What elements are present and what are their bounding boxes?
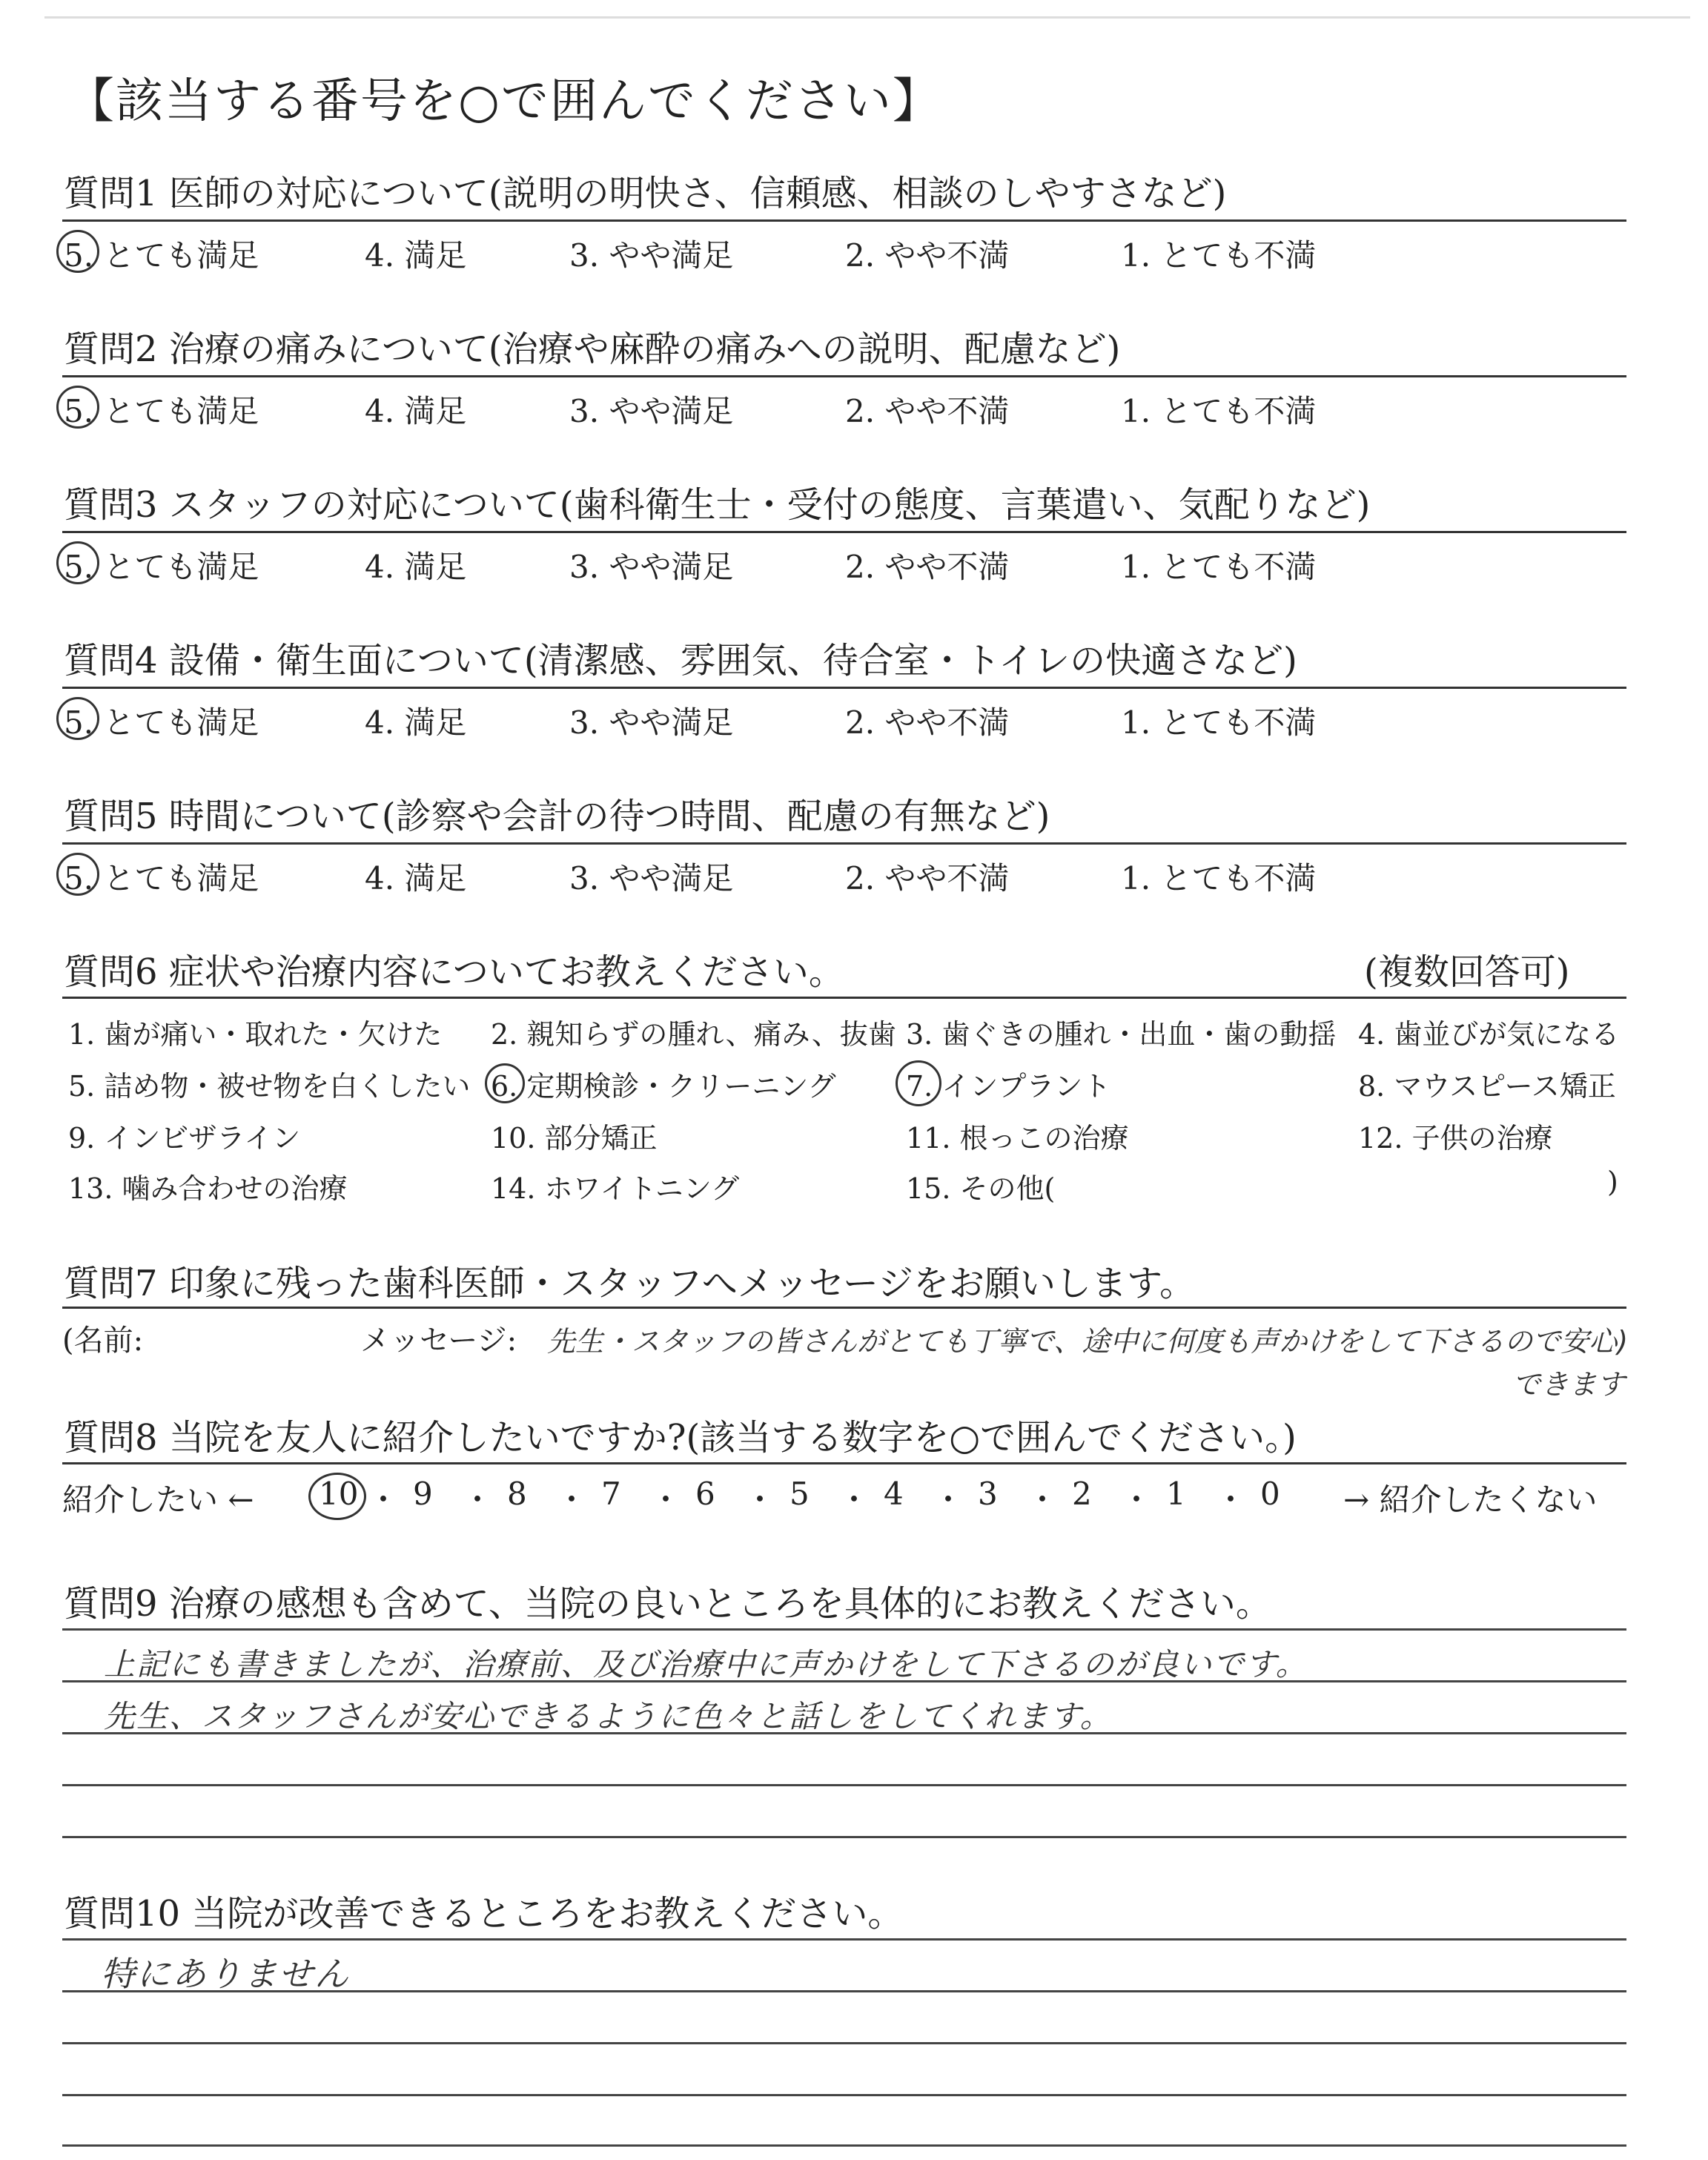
q6-item-6[interactable]: 6. 定期検診・クリーニング	[491, 1070, 836, 1103]
q2-option-5[interactable]: 5. とても満足	[64, 393, 259, 429]
q6-item-15[interactable]: 15. その他(	[906, 1172, 1056, 1205]
q1-option-2[interactable]: 2. やや不満	[845, 237, 1010, 274]
question-7-rule	[62, 1307, 1626, 1309]
q8-scale-value-3[interactable]: 3	[978, 1476, 998, 1512]
q2-option-2[interactable]: 2. やや不満	[845, 393, 1010, 429]
q8-scale-value-8[interactable]: 8	[507, 1476, 527, 1512]
q8-scale-value-2[interactable]: 2	[1072, 1476, 1092, 1512]
q10-line-4	[62, 2094, 1626, 2096]
q8-scale-value-7[interactable]: 7	[601, 1476, 621, 1512]
q10-line-2	[62, 1990, 1626, 1992]
q8-scale-value-10[interactable]: 10	[319, 1476, 359, 1512]
question-10-title: 質問10 当院が改善できるところをお教えください。	[64, 1893, 904, 1935]
question-6-note: (複数回答可)	[1364, 951, 1570, 993]
q3-option-1[interactable]: 1. とても不満	[1121, 549, 1317, 585]
instruction-header: 【該当する番号を○で囲んでください】	[67, 74, 941, 129]
q6-item-15-close-paren: )	[1607, 1166, 1618, 1198]
q6-item-9[interactable]: 9. インビザライン	[68, 1122, 301, 1155]
q3-option-2[interactable]: 2. やや不満	[845, 549, 1010, 585]
top-border	[44, 16, 1690, 19]
q6-item-8[interactable]: 8. マウスピース矯正	[1358, 1070, 1616, 1103]
q8-scale-value-4[interactable]: 4	[884, 1476, 904, 1512]
q7-name-label: (名前:	[62, 1324, 144, 1358]
q1-option-5[interactable]: 5. とても満足	[64, 237, 259, 274]
q5-answer-circle	[56, 853, 99, 896]
question-4-title: 質問4 設備・衛生面について(清潔感、雰囲気、待合室・トイレの快適さなど)	[64, 640, 1297, 681]
q6-item-3[interactable]: 3. 歯ぐきの腫れ・出血・歯の動揺	[906, 1018, 1337, 1051]
question-3-rule	[62, 531, 1626, 533]
question-9-title: 質問9 治療の感想も含めて、当院の良いところを具体的にお教えください。	[64, 1583, 1271, 1625]
q8-scale-value-6[interactable]: 6	[695, 1476, 715, 1512]
question-6-title: 質問6 症状や治療内容についてお教えください。	[64, 951, 844, 993]
q6-item-10[interactable]: 10. 部分矯正	[491, 1122, 658, 1155]
q8-scale-separator: ・	[838, 1482, 870, 1518]
q6-item-2[interactable]: 2. 親知らずの腫れ、痛み、抜歯	[491, 1018, 896, 1051]
q2-option-4[interactable]: 4. 満足	[365, 393, 467, 429]
q3-option-5[interactable]: 5. とても満足	[64, 549, 259, 585]
q1-option-3[interactable]: 3. やや満足	[569, 237, 734, 274]
q4-option-4[interactable]: 4. 満足	[365, 704, 467, 741]
q6-item-13[interactable]: 13. 噛み合わせの治療	[68, 1172, 348, 1205]
q8-scale-value-5[interactable]: 5	[790, 1476, 810, 1512]
q5-option-1[interactable]: 1. とても不満	[1121, 860, 1317, 896]
question-8-rule	[62, 1462, 1626, 1464]
question-2-title: 質問2 治療の痛みについて(治療や麻酔の痛みへの説明、配慮など)	[64, 328, 1121, 370]
q8-scale-value-9[interactable]: 9	[413, 1476, 433, 1512]
question-5-title: 質問5 時間について(診察や会計の待つ時間、配慮の有無など)	[64, 796, 1050, 837]
q2-answer-circle	[56, 386, 99, 429]
q8-right-label: → 紹介したくない	[1343, 1482, 1598, 1518]
q6-item-14[interactable]: 14. ホワイトニング	[491, 1172, 740, 1205]
q4-option-1[interactable]: 1. とても不満	[1121, 704, 1317, 741]
question-5-rule	[62, 842, 1626, 845]
q5-option-2[interactable]: 2. やや不満	[845, 860, 1010, 896]
q10-line-1	[62, 1938, 1626, 1941]
q8-selected-circle	[308, 1473, 366, 1520]
q8-scale-separator: ・	[650, 1482, 682, 1518]
q6-item-1[interactable]: 1. 歯が痛い・取れた・欠けた	[68, 1018, 443, 1051]
q2-option-1[interactable]: 1. とても不満	[1121, 393, 1317, 429]
q3-option-4[interactable]: 4. 満足	[365, 549, 467, 585]
question-7-title: 質問7 印象に残った歯科医師・スタッフへメッセージをお願いします。	[64, 1263, 1196, 1304]
q8-scale-separator: ・	[1027, 1482, 1059, 1518]
q9-line-3	[62, 1732, 1626, 1734]
q6-item-6-circle	[485, 1063, 525, 1103]
q8-scale-separator: ・	[462, 1482, 494, 1518]
q7-message-label: メッセージ:	[360, 1324, 517, 1358]
q8-left-label: 紹介したい ←	[62, 1482, 254, 1518]
q1-option-1[interactable]: 1. とても不満	[1121, 237, 1317, 274]
q4-option-5[interactable]: 5. とても満足	[64, 704, 259, 741]
question-6-rule	[62, 997, 1626, 999]
q4-option-2[interactable]: 2. やや不満	[845, 704, 1010, 741]
q7-message-line1[interactable]: 先生・スタッフの皆さんがとても丁寧で、途中に何度も声かけをして下さるので安心)	[547, 1325, 1629, 1358]
q9-line-4	[62, 1784, 1626, 1786]
q6-item-5[interactable]: 5. 詰め物・被せ物を白くしたい	[68, 1070, 471, 1103]
q1-answer-circle	[56, 230, 99, 273]
q3-option-3[interactable]: 3. やや満足	[569, 549, 734, 585]
q9-answer-line1[interactable]: 上記にも書きましたが、治療前、及び治療中に声かけをして下さるのが良いです。	[104, 1646, 1308, 1682]
q8-scale-separator: ・	[1215, 1482, 1247, 1518]
q2-option-3[interactable]: 3. やや満足	[569, 393, 734, 429]
q10-line-5	[62, 2144, 1626, 2147]
q5-option-5[interactable]: 5. とても満足	[64, 860, 259, 896]
q9-line-5	[62, 1836, 1626, 1838]
q5-option-3[interactable]: 3. やや満足	[569, 860, 734, 896]
question-4-rule	[62, 687, 1626, 689]
q8-scale-separator: ・	[933, 1482, 964, 1518]
question-1-title: 質問1 医師の対応について(説明の明快さ、信頼感、相談のしやすさなど)	[64, 173, 1227, 214]
q6-item-11[interactable]: 11. 根っこの治療	[906, 1122, 1129, 1155]
q10-answer-line1[interactable]: 特にありません	[101, 1954, 350, 1994]
q1-option-4[interactable]: 4. 満足	[365, 237, 467, 274]
q9-line-2	[62, 1680, 1626, 1682]
q8-scale-separator: ・	[368, 1482, 400, 1518]
question-1-rule	[62, 219, 1626, 222]
q3-answer-circle	[56, 541, 99, 584]
q5-option-4[interactable]: 4. 満足	[365, 860, 467, 896]
q8-scale-value-1[interactable]: 1	[1166, 1476, 1186, 1512]
question-3-title: 質問3 スタッフの対応について(歯科衛生士・受付の態度、言葉遣い、気配りなど)	[64, 484, 1371, 526]
q9-line-1	[62, 1628, 1626, 1631]
q6-item-7-circle	[896, 1060, 941, 1106]
q8-scale-separator: ・	[1121, 1482, 1153, 1518]
q4-option-3[interactable]: 3. やや満足	[569, 704, 734, 741]
question-8-title: 質問8 当院を友人に紹介したいですか?(該当する数字を○で囲んでください。)	[64, 1417, 1297, 1459]
q7-message-line2[interactable]: できます	[1512, 1368, 1626, 1401]
question-2-rule	[62, 375, 1626, 377]
q6-item-12[interactable]: 12. 子供の治療	[1358, 1122, 1553, 1155]
q8-scale-separator: ・	[744, 1482, 776, 1518]
q10-line-3	[62, 2042, 1626, 2044]
q6-item-4[interactable]: 4. 歯並びが気になる	[1358, 1018, 1620, 1051]
q9-answer-line2[interactable]: 先生、スタッフさんが安心できるように色々と話しをしてくれます。	[104, 1698, 1113, 1734]
q8-scale-value-0[interactable]: 0	[1260, 1476, 1280, 1512]
q4-answer-circle	[56, 697, 99, 740]
q6-item-7[interactable]: 7. インプラント	[906, 1070, 1111, 1103]
q8-scale-separator: ・	[556, 1482, 588, 1518]
